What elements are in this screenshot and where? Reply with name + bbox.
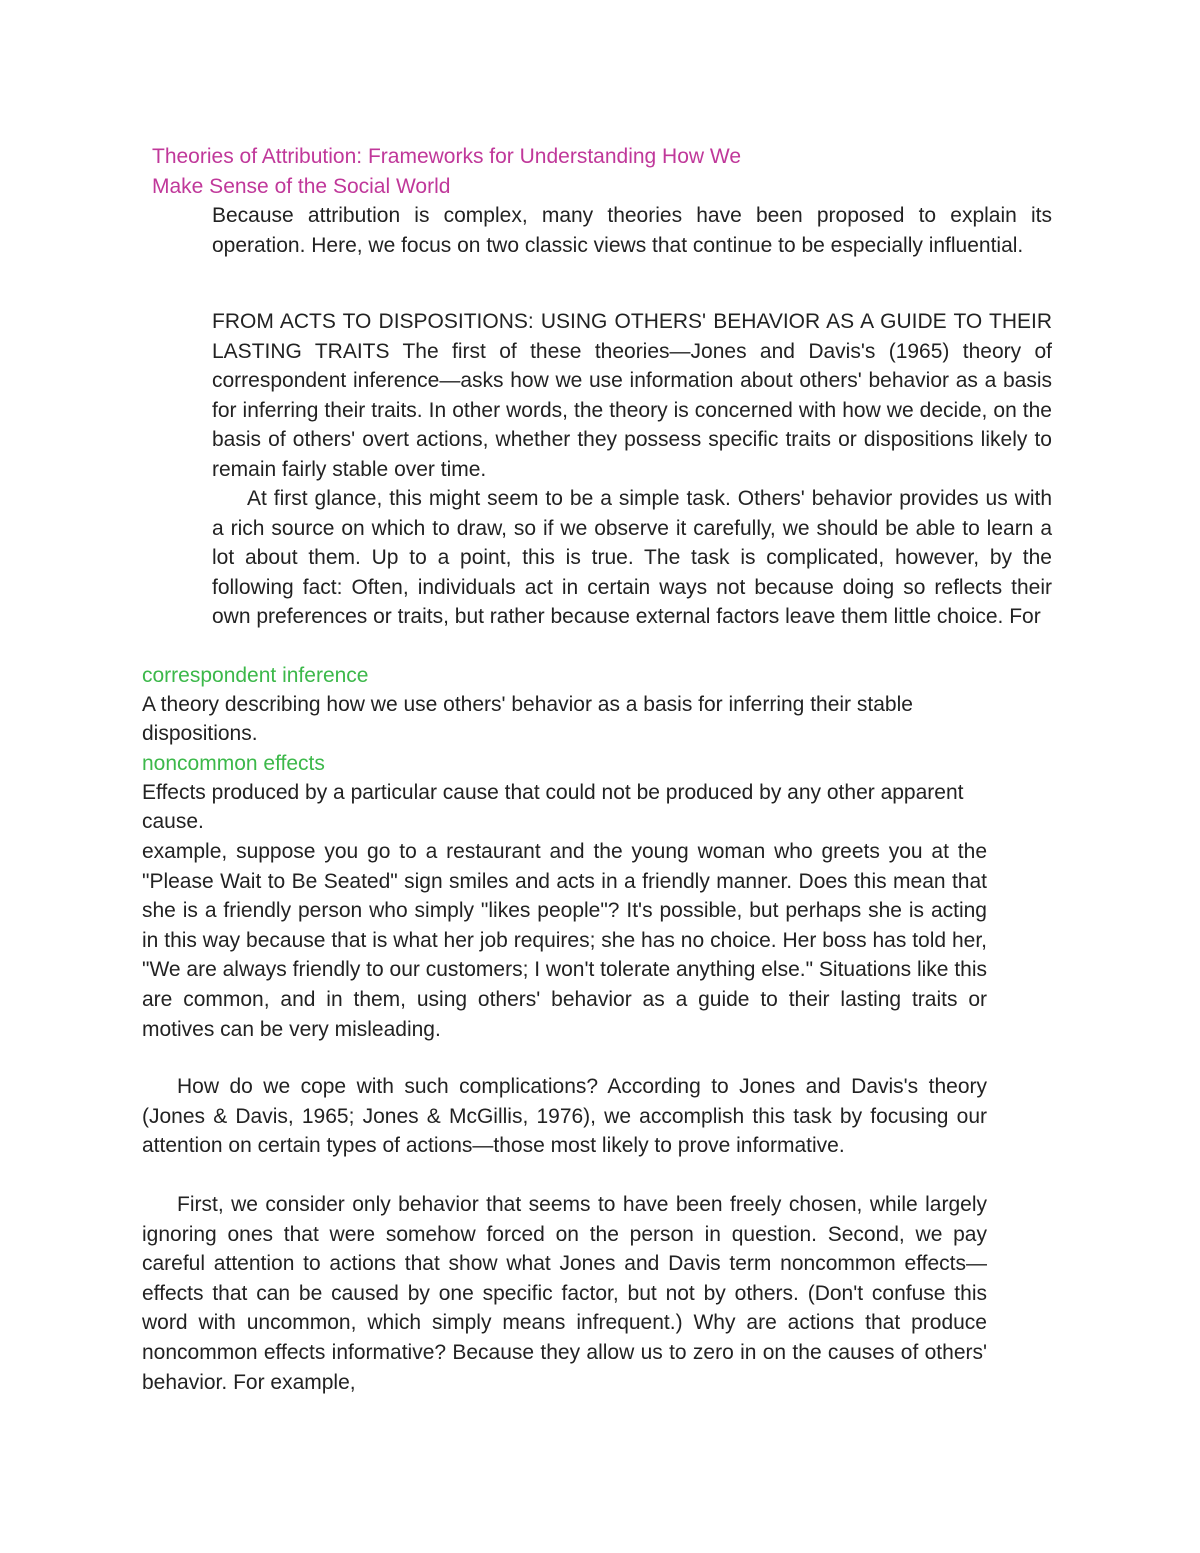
- section-heading-line-1: Theories of Attribution: Frameworks for Understanding How We: [152, 145, 742, 168]
- glossary-definition-noncommon-effects: Effects produced by a particular cause that could not be produced by any other apparent cause.: [142, 781, 964, 833]
- first-consider-paragraph: First, we consider only behavior that seems to have been freely chosen, while largely ignoring ones that were somehow forced on the person in question. Second, we pay careful attention to actions that show what Jones and Davis term noncommon effects—effects that can be caused by one specific factor, but not by others. (Don't confuse this word with uncommon, which simply means infrequent.) Why are actions that produce noncommon effects informative? Because they allow us to zero in on the causes of others' behavior. For example,: [142, 1193, 987, 1394]
- glossary-term-correspondent-inference: correspondent inference: [142, 664, 369, 687]
- acts-to-dispositions-paragraph: FROM ACTS TO DISPOSITIONS: USING OTHERS' BEHAVIOR AS A GUIDE TO THEIR LASTING TRAITS The first of these theories—Jones and Davis's (1965) theory of correspondent inference—asks how we use information about others' behavior as a basis for inferring their traits. In other words, the theory is concerned with how we decide, on the basis of others' overt actions, whether they possess specific traits or dispositions likely to remain fairly stable over time.: [212, 310, 1052, 481]
- glossary-term-noncommon-effects: noncommon effects: [142, 752, 325, 775]
- section-heading: [152, 142, 852, 202]
- intro-paragraph: Because attribution is complex, many theories have been proposed to explain its operation. Here, we focus on two classic views that continue to be especially influential.: [212, 204, 1052, 257]
- section-heading-line-2: Make Sense of the Social World: [152, 175, 451, 198]
- restaurant-example-paragraph: example, suppose you go to a restaurant and the young woman who greets you at the "Please Wait to Be Seated" sign smiles and acts in a friendly manner. Does this mean that she is a friendly person who simply "likes people"? It's possible, but perhaps she is acting in this way because that is what her job requires; she has no choice. Her boss has told her, "We are always friendly to our customers; I won't tolerate anything else." Situations like this are common, and in them, using others' behavior as a guide to their lasting traits or motives can be very misleading.: [142, 840, 987, 1041]
- first-glance-paragraph: At first glance, this might seem to be a simple task. Others' behavior provides us with a rich source on which to draw, so if we observe it carefully, we should be able to learn a lot about them. Up to a point, this is true. The task is complicated, however, by the following fact: Often, individuals act in certain ways not because doing so reflects their own preferences or traits, but rather because external factors leave them little choice. For: [212, 487, 1052, 629]
- glossary-definition-correspondent-inference: A theory describing how we use others' behavior as a basis for inferring their stable dispositions.: [142, 693, 913, 745]
- cope-paragraph: How do we cope with such complications? According to Jones and Davis's theory (Jones & Davis, 1965; Jones & McGillis, 1976), we accomplish this task by focusing our attention on certain types of actions—those most likely to prove informative.: [142, 1075, 987, 1158]
